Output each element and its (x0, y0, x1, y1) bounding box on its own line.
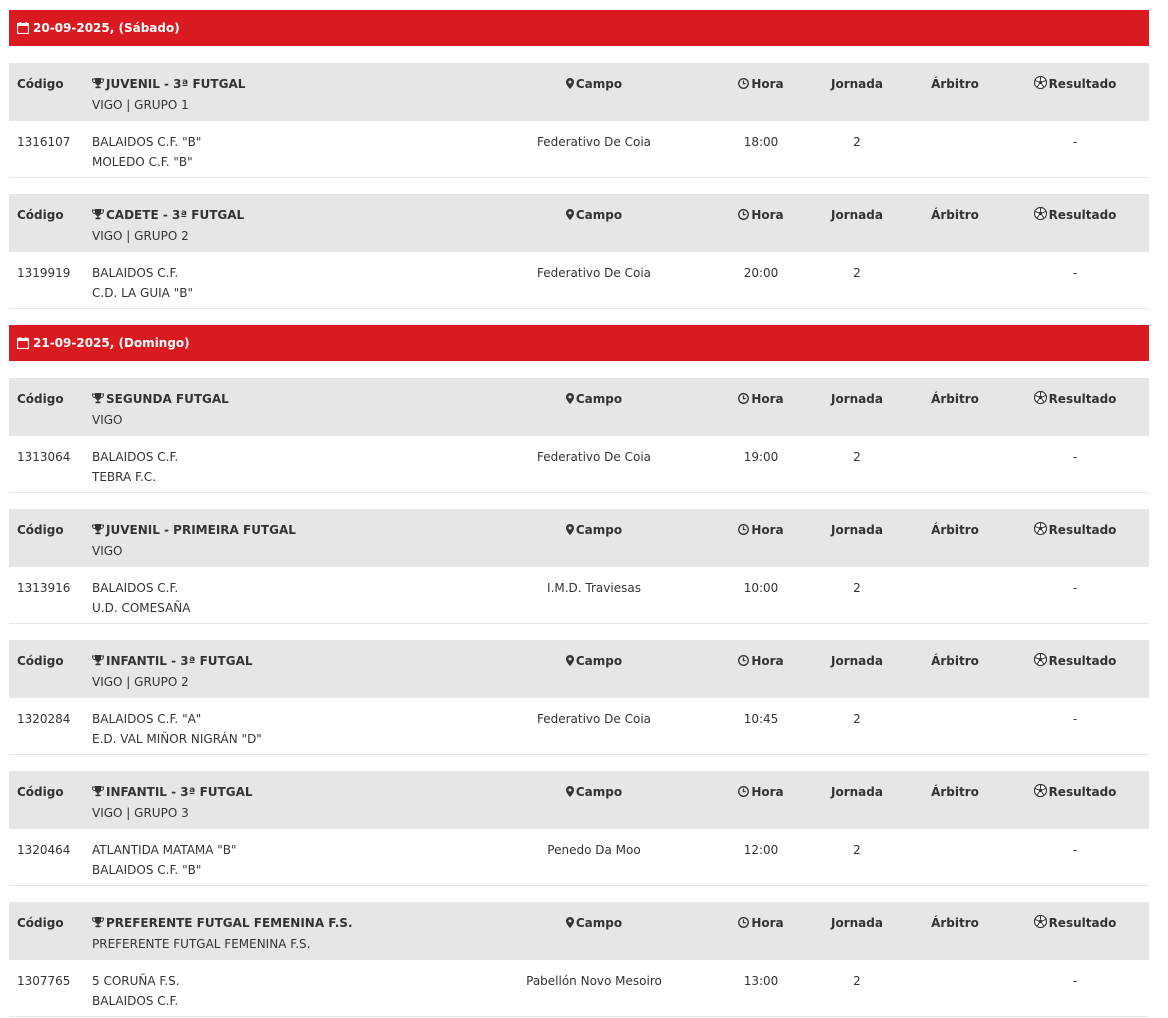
match-hora: 20:00 (743, 266, 779, 280)
map-marker-icon (566, 521, 574, 541)
clock-icon (738, 390, 749, 410)
map-marker-icon (566, 390, 574, 410)
competition-name: INFANTIL - 3ª FUTGAL (106, 654, 253, 668)
header-hora-label: Hora (751, 785, 784, 799)
trophy-icon (92, 783, 104, 803)
competition (92, 205, 244, 246)
map-marker-icon (566, 783, 574, 803)
match-teams (92, 263, 193, 303)
match-resultado: - (1072, 581, 1078, 595)
header-arbitro: Árbitro (931, 392, 979, 406)
header-resultado-label: Resultado (1048, 392, 1117, 406)
header-hora (721, 782, 801, 803)
header-campo-label: Campo (575, 208, 623, 222)
competition (92, 520, 296, 561)
header-code: Código (17, 654, 64, 668)
match-campo: Penedo Da Moo (547, 843, 641, 857)
header-resultado (1015, 782, 1135, 803)
header-arbitro: Árbitro (931, 916, 979, 930)
soccer-ball-icon (1034, 521, 1047, 541)
match-row[interactable] (9, 121, 1149, 178)
match-card (9, 902, 1149, 1017)
match-row[interactable] (9, 960, 1149, 1017)
match-resultado: - (1072, 974, 1078, 988)
competition-group: VIGO | GRUPO 2 (92, 675, 189, 689)
header-campo-label: Campo (575, 523, 623, 537)
header-hora (721, 205, 801, 226)
header-hora (721, 913, 801, 934)
away-team[interactable]: C.D. LA GUIA "B" (92, 286, 193, 300)
soccer-ball-icon (1034, 652, 1047, 672)
clock-icon (738, 914, 749, 934)
header-resultado-label: Resultado (1048, 77, 1117, 91)
match-hora: 13:00 (743, 974, 779, 988)
soccer-ball-icon (1034, 206, 1047, 226)
clock-icon (738, 206, 749, 226)
match-code: 1320464 (17, 843, 71, 857)
competition-group: PREFERENTE FUTGAL FEMENINA F.S. (92, 937, 311, 951)
soccer-ball-icon (1034, 783, 1047, 803)
header-campo (449, 205, 739, 226)
day-header (9, 10, 1149, 46)
day-label: 20-09-2025, (Sábado) (33, 21, 180, 35)
header-campo-label: Campo (575, 916, 623, 930)
match-jornada: 2 (853, 581, 861, 595)
header-campo-label: Campo (575, 785, 623, 799)
trophy-icon (92, 390, 104, 410)
header-resultado (1015, 74, 1135, 95)
match-code: 1320284 (17, 712, 71, 726)
header-arbitro: Árbitro (931, 523, 979, 537)
match-code: 1313916 (17, 581, 71, 595)
header-campo-label: Campo (575, 77, 623, 91)
header-jornada: Jornada (831, 654, 883, 668)
home-team[interactable]: BALAIDOS C.F. (92, 450, 179, 464)
home-team[interactable]: BALAIDOS C.F. "A" (92, 712, 202, 726)
header-code: Código (17, 392, 64, 406)
match-teams (92, 132, 201, 172)
match-campo: Federativo De Coia (536, 450, 652, 464)
header-hora (721, 520, 801, 541)
header-jornada: Jornada (831, 523, 883, 537)
day-label: 21-09-2025, (Domingo) (33, 336, 190, 350)
header-jornada: Jornada (831, 77, 883, 91)
competition-name: PREFERENTE FUTGAL FEMENINA F.S. (106, 916, 353, 930)
match-row[interactable] (9, 436, 1149, 493)
match-jornada: 2 (853, 266, 861, 280)
match-jornada: 2 (853, 135, 861, 149)
competition (92, 389, 229, 430)
home-team[interactable]: BALAIDOS C.F. (92, 581, 179, 595)
header-resultado-label: Resultado (1048, 523, 1117, 537)
competition-group: VIGO (92, 413, 123, 427)
header-hora-label: Hora (751, 208, 784, 222)
match-header (9, 509, 1149, 567)
match-code: 1307765 (17, 974, 71, 988)
header-resultado-label: Resultado (1048, 785, 1117, 799)
away-team[interactable]: BALAIDOS C.F. (92, 994, 179, 1008)
header-hora-label: Hora (751, 77, 784, 91)
calendar-icon (17, 337, 29, 349)
trophy-icon (92, 521, 104, 541)
match-teams (92, 447, 178, 487)
header-hora-label: Hora (751, 654, 784, 668)
header-arbitro: Árbitro (931, 77, 979, 91)
match-hora: 18:00 (743, 135, 779, 149)
match-card (9, 640, 1149, 755)
calendar-icon (17, 22, 29, 34)
trophy-icon (92, 206, 104, 226)
header-arbitro: Árbitro (931, 785, 979, 799)
match-card (9, 63, 1149, 178)
competition-name: SEGUNDA FUTGAL (106, 392, 229, 406)
day-header (9, 325, 1149, 361)
match-resultado: - (1072, 450, 1078, 464)
header-campo (449, 782, 739, 803)
match-card (9, 509, 1149, 624)
competition-name: INFANTIL - 3ª FUTGAL (106, 785, 253, 799)
header-jornada: Jornada (831, 916, 883, 930)
soccer-ball-icon (1034, 914, 1047, 934)
competition-group: VIGO | GRUPO 3 (92, 806, 189, 820)
match-campo: Pabellón Novo Mesoiro (526, 974, 662, 988)
header-campo-label: Campo (575, 392, 623, 406)
match-jornada: 2 (853, 450, 861, 464)
header-hora-label: Hora (751, 916, 784, 930)
map-marker-icon (566, 206, 574, 226)
match-row[interactable] (9, 698, 1149, 755)
home-team[interactable]: BALAIDOS C.F. "B" (92, 135, 202, 149)
header-campo (449, 74, 739, 95)
soccer-ball-icon (1034, 75, 1047, 95)
match-header (9, 640, 1149, 698)
match-resultado: - (1072, 843, 1078, 857)
match-hora: 10:00 (743, 581, 779, 595)
match-code: 1316107 (17, 135, 71, 149)
home-team[interactable]: BALAIDOS C.F. (92, 266, 179, 280)
match-campo: I.M.D. Traviesas (547, 581, 641, 595)
map-marker-icon (566, 652, 574, 672)
match-code: 1319919 (17, 266, 71, 280)
header-resultado (1015, 389, 1135, 410)
trophy-icon (92, 914, 104, 934)
match-campo: Federativo De Coia (536, 266, 652, 280)
match-jornada: 2 (853, 974, 861, 988)
match-header (9, 378, 1149, 436)
header-code: Código (17, 523, 64, 537)
trophy-icon (92, 652, 104, 672)
away-team[interactable]: TEBRA F.C. (92, 470, 157, 484)
match-teams (92, 578, 190, 618)
match-teams (92, 971, 180, 1011)
match-code: 1313064 (17, 450, 71, 464)
map-marker-icon (566, 75, 574, 95)
header-hora-label: Hora (751, 523, 784, 537)
match-header (9, 771, 1149, 829)
soccer-ball-icon (1034, 390, 1047, 410)
home-team[interactable]: ATLANTIDA MATAMA "B" (92, 843, 237, 857)
match-campo: Federativo De Coia (536, 712, 652, 726)
header-resultado (1015, 651, 1135, 672)
match-card (9, 194, 1149, 309)
clock-icon (738, 521, 749, 541)
away-team[interactable]: BALAIDOS C.F. "B" (92, 863, 202, 877)
match-header (9, 902, 1149, 960)
header-jornada: Jornada (831, 785, 883, 799)
competition (92, 74, 245, 115)
match-resultado: - (1072, 135, 1078, 149)
competition-group: VIGO | GRUPO 1 (92, 98, 189, 112)
header-resultado-label: Resultado (1048, 208, 1117, 222)
competition-name: CADETE - 3ª FUTGAL (106, 208, 245, 222)
competition-name: JUVENIL - 3ª FUTGAL (106, 77, 246, 91)
match-row[interactable] (9, 567, 1149, 624)
header-campo-label: Campo (575, 654, 623, 668)
header-hora (721, 651, 801, 672)
header-code: Código (17, 785, 64, 799)
header-campo (449, 651, 739, 672)
match-row[interactable] (9, 252, 1149, 309)
header-jornada: Jornada (831, 208, 883, 222)
clock-icon (738, 652, 749, 672)
match-resultado: - (1072, 712, 1078, 726)
map-marker-icon (566, 914, 574, 934)
competition (92, 651, 253, 692)
match-teams (92, 709, 262, 749)
match-jornada: 2 (853, 843, 861, 857)
header-campo (449, 520, 739, 541)
header-campo (449, 913, 739, 934)
match-header (9, 194, 1149, 252)
match-teams (92, 840, 237, 880)
match-card (9, 378, 1149, 493)
match-header (9, 63, 1149, 121)
match-campo: Federativo De Coia (536, 135, 652, 149)
header-resultado (1015, 520, 1135, 541)
match-row[interactable] (9, 829, 1149, 886)
clock-icon (738, 75, 749, 95)
away-team[interactable]: U.D. COMESAÑA (92, 601, 191, 615)
match-resultado: - (1072, 266, 1078, 280)
competition (92, 913, 353, 954)
header-arbitro: Árbitro (931, 208, 979, 222)
away-team[interactable]: MOLEDO C.F. "B" (92, 155, 193, 169)
match-hora: 19:00 (743, 450, 779, 464)
away-team[interactable]: E.D. VAL MIÑOR NIGRÁN "D" (92, 732, 262, 746)
header-resultado-label: Resultado (1048, 916, 1117, 930)
competition-group: VIGO | GRUPO 2 (92, 229, 189, 243)
header-hora (721, 74, 801, 95)
header-hora-label: Hora (751, 392, 784, 406)
header-code: Código (17, 208, 64, 222)
header-jornada: Jornada (831, 392, 883, 406)
header-resultado (1015, 205, 1135, 226)
competition (92, 782, 253, 823)
home-team[interactable]: 5 CORUÑA F.S. (92, 974, 180, 988)
match-card (9, 771, 1149, 886)
header-hora (721, 389, 801, 410)
trophy-icon (92, 75, 104, 95)
header-code: Código (17, 916, 64, 930)
competition-group: VIGO (92, 544, 123, 558)
fixtures-list (9, 10, 1149, 1018)
header-arbitro: Árbitro (931, 654, 979, 668)
header-resultado-label: Resultado (1048, 654, 1117, 668)
clock-icon (738, 783, 749, 803)
header-code: Código (17, 77, 64, 91)
header-campo (449, 389, 739, 410)
match-jornada: 2 (853, 712, 861, 726)
header-resultado (1015, 913, 1135, 934)
match-hora: 10:45 (743, 712, 779, 726)
competition-name: JUVENIL - PRIMEIRA FUTGAL (106, 523, 296, 537)
match-hora: 12:00 (743, 843, 779, 857)
